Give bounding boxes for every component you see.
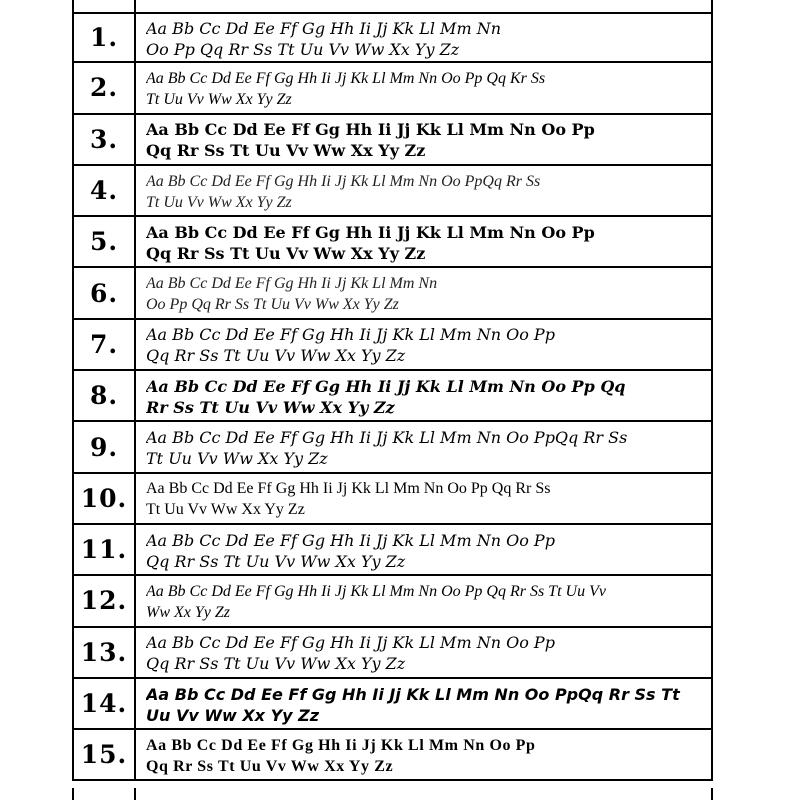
row-number: 10. (74, 474, 136, 523)
sample-line: Qq Rr Ss Tt Uu Vv Ww Xx Yy Zz (146, 654, 406, 674)
row-number: 13. (74, 628, 136, 677)
sample-line: Ww Xx Yy Zz (146, 603, 230, 621)
font-sample (136, 422, 711, 471)
sample-line: Aa Bb Cc Dd Ee Ff Gg Hh Ii Jj Kk Ll Mm Nn Oo Pp Qq (146, 376, 626, 396)
table-row (74, 628, 711, 679)
row-number: 1. (74, 14, 136, 61)
row-number: 3. (74, 115, 136, 164)
font-sample-table (72, 12, 713, 781)
table-row (74, 166, 711, 217)
bottom-border-stub-right (711, 788, 713, 800)
table-row (74, 320, 711, 371)
table-row (74, 679, 711, 730)
sample-line: Aa Bb Cc Dd Ee Ff Gg Hh Ii Jj Kk Ll Mm Nn Oo Pp (146, 325, 555, 345)
font-sample (136, 576, 711, 625)
font-sample (136, 730, 711, 779)
row-number: 4. (74, 166, 136, 215)
sample-line: Aa Bb Cc Dd Ee Ff Gg Hh Ii Jj Kk Ll Mm Nn Oo Pp (146, 120, 595, 140)
row-number: 8. (74, 371, 136, 420)
row-number: 6. (74, 268, 136, 317)
sample-line: Qq Rr Ss Tt Uu Vv Ww Xx Yy Zz (146, 551, 406, 571)
row-number: 11. (74, 525, 136, 574)
row-number: 5. (74, 217, 136, 266)
font-sample (136, 217, 711, 266)
sample-line: Qq Rr Ss Tt Uu Vv Ww Xx Yy Zz (146, 243, 426, 263)
row-number: 2. (74, 63, 136, 112)
sample-line: Tt Uu Vv Ww Xx Yy Zz (146, 90, 292, 108)
row-number: 12. (74, 576, 136, 625)
font-sample (136, 320, 711, 369)
font-sample (136, 628, 711, 677)
sample-line: Qq Rr Ss Tt Uu Vv Ww Xx Yy Zz (146, 346, 406, 366)
sample-line: Oo Pp Qq Rr Ss Tt Uu Vv Ww Xx Yy Zz (146, 39, 460, 59)
sample-line: Tt Uu Vv Ww Xx Yy Zz (146, 193, 292, 211)
sample-line: Aa Bb Cc Dd Ee Ff Gg Hh Ii Jj Kk Ll Mm Nn Oo Pp Qq Rr Ss (146, 480, 551, 498)
table-row (74, 576, 711, 627)
sample-line: Tt Uu Vv Ww Xx Yy Zz (146, 501, 305, 519)
top-border-stub (72, 0, 74, 12)
table-row (74, 474, 711, 525)
row-number: 7. (74, 320, 136, 369)
sample-line: Qq Rr Ss Tt Uu Vv Ww Xx Yy Zz (146, 141, 426, 161)
font-sample (136, 115, 711, 164)
top-border-stub-right (711, 0, 713, 12)
top-border-stub-divider (134, 0, 136, 12)
table-row (74, 422, 711, 473)
table-row (74, 525, 711, 576)
table-row (74, 268, 711, 319)
sample-line: Oo Pp Qq Rr Ss Tt Uu Vv Ww Xx Yy Zz (146, 296, 399, 314)
table-row (74, 63, 711, 114)
font-sample (136, 14, 711, 61)
sample-line: Aa Bb Cc Dd Ee Ff Gg Hh Ii Jj Kk Ll Mm Nn Oo Pp Qq Rr Ss Tt Uu Vv (146, 582, 606, 600)
sample-line: Aa Bb Cc Dd Ee Ff Gg Hh Ii Jj Kk Ll Mm Nn Oo Pp (146, 736, 536, 754)
font-sample (136, 679, 711, 728)
sample-line: Aa Bb Cc Dd Ee Ff Gg Hh Ii Jj Kk Ll Mm Nn Oo Pp Qq Kr Ss (146, 69, 546, 87)
font-sample (136, 63, 711, 112)
sample-line: Aa Bb Cc Dd Ee Ff Gg Hh Ii Jj Kk Ll Mm Nn Oo PpQq Rr Ss (146, 428, 628, 448)
sample-line: Rr Ss Tt Uu Vv Ww Xx Yy Zz (146, 397, 395, 417)
font-sample (136, 371, 711, 420)
sample-line: Aa Bb Cc Dd Ee Ff Gg Hh Ii Jj Kk Ll Mm Nn Oo Pp (146, 530, 555, 550)
font-sample (136, 166, 711, 215)
row-number: 9. (74, 422, 136, 471)
table-row (74, 217, 711, 268)
sample-line: Aa Bb Cc Dd Ee Ff Gg Hh Ii Jj Kk Ll Mm Nn Oo PpQq Rr Ss (146, 172, 541, 190)
table-row (74, 12, 711, 63)
sample-line: Aa Bb Cc Dd Ee Ff Gg Hh Ii Jj Kk Ll Mm Nn Oo Pp (146, 222, 595, 242)
table-row (74, 115, 711, 166)
font-sample (136, 474, 711, 523)
sample-line: Aa Bb Cc Dd Ee Ff Gg Hh Ii Jj Kk Ll Mm Nn (146, 18, 501, 38)
sample-line: Aa Bb Cc Dd Ee Ff Gg Hh Ii Jj Kk Ll Mm Nn Oo PpQq Rr Ss Tt (146, 684, 680, 704)
font-sample (136, 525, 711, 574)
sample-line: Aa Bb Cc Dd Ee Ff Gg Hh Ii Jj Kk Ll Mm Nn (146, 275, 438, 293)
sample-line: Uu Vv Ww Xx Yy Zz (146, 705, 320, 725)
font-sample (136, 268, 711, 317)
table-row (74, 371, 711, 422)
table-row (74, 730, 711, 781)
sample-line: Qq Rr Ss Tt Uu Vv Ww Xx Yy Zz (146, 757, 394, 775)
bottom-border-stub (72, 788, 74, 800)
bottom-border-stub-divider (134, 788, 136, 800)
row-number: 14. (74, 679, 136, 728)
sample-line: Aa Bb Cc Dd Ee Ff Gg Hh Ii Jj Kk Ll Mm Nn Oo Pp (146, 633, 555, 653)
sample-line: Tt Uu Vv Ww Xx Yy Zz (146, 449, 328, 469)
row-number: 15. (74, 730, 136, 779)
